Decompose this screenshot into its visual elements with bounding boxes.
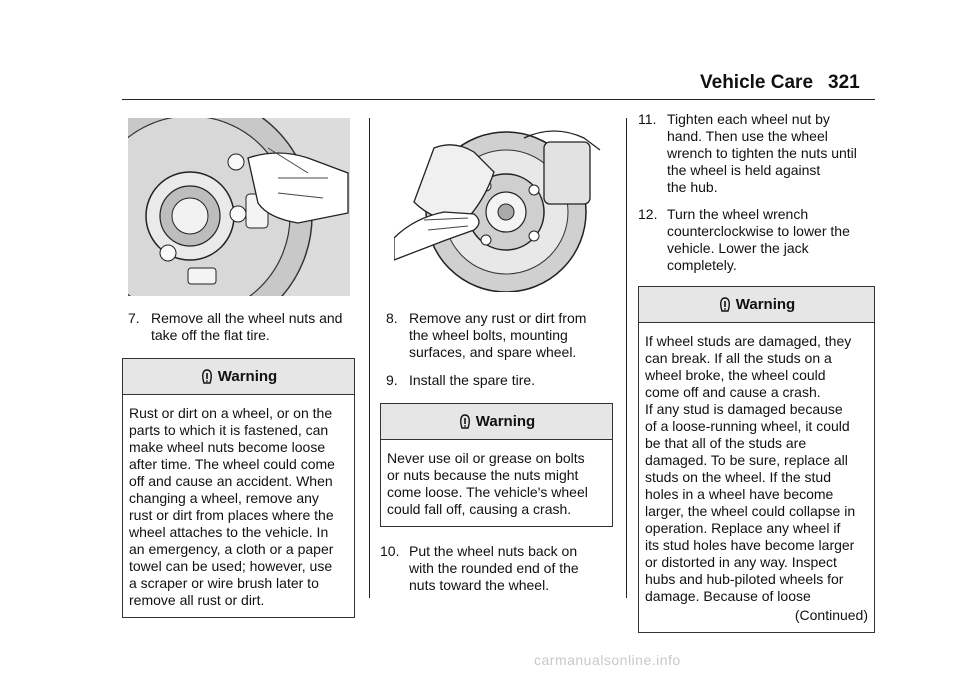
warning-box-1 bbox=[122, 358, 355, 618]
watermark: carmanualsonline.info bbox=[534, 652, 681, 668]
section-title: Vehicle Care bbox=[700, 72, 814, 93]
header-rule bbox=[122, 99, 875, 100]
warning-icon bbox=[200, 369, 214, 385]
step-8: 8. Remove any rust or dirt from the wheel bolts, mounting surfaces, and spare wheel. bbox=[386, 310, 587, 360]
warning-icon bbox=[458, 414, 472, 430]
column-divider-1 bbox=[369, 118, 370, 598]
column-2 bbox=[380, 118, 616, 594]
page-number: 321 bbox=[828, 72, 860, 93]
column-divider-2 bbox=[626, 118, 627, 598]
step-7: 7. Remove all the wheel nuts and take off the flat tire. bbox=[128, 310, 343, 343]
warning-header: Warning bbox=[639, 287, 874, 323]
step-9: 9. Install the spare tire. bbox=[386, 372, 536, 388]
step-10: 10. Put the wheel nuts back on with the rounded end of the nuts toward the wheel. bbox=[380, 543, 579, 593]
wheel-nut-removal-illustration bbox=[128, 118, 350, 296]
wheel-hub-cleaning-illustration bbox=[394, 120, 602, 292]
warning-header: Warning bbox=[381, 404, 612, 440]
warning-icon bbox=[718, 297, 732, 313]
warning-body: Rust or dirt on a wheel, or on the parts to which it is fastened, can make wheel nuts become loose after time. The wheel could come off and cause an accident. When changing a wheel, remove any rust or dirt from places where the wheel attaches to the vehicle. In an emergency, a cloth or a paper towel can be used; however, use a scraper or wire brush later to remove all rust or dirt. bbox=[129, 405, 335, 608]
warning-body: If wheel studs are damaged, they can break. If all the studs on a wheel broke, the wheel could come off and cause a crash. If any stud is damaged because of a loose-running wheel, it could be that all of the studs are damaged. To be sure, replace all studs on the wheel. If the stud holes in a wheel have become larger, the wheel could collapse in operation. Replace any wheel if its stud holes have become larger or distorted in any way. Inspect hubs and hub-piloted wheels for damage. Because of loose (Continued) bbox=[645, 333, 868, 623]
warning-box-2 bbox=[380, 403, 613, 527]
column-1 bbox=[122, 118, 358, 618]
warning-header: Warning bbox=[123, 359, 354, 395]
step-11: 11. Tighten each wheel nut by hand. Then use the wheel wrench to tighten the nuts until the wheel is held against the hub. bbox=[638, 111, 857, 195]
warning-box-3 bbox=[638, 286, 875, 633]
column-3 bbox=[638, 111, 875, 633]
continued-label: (Continued) bbox=[794, 607, 868, 623]
step-12: 12. Turn the wheel wrench counterclockwise to lower the vehicle. Lower the jack completely. bbox=[638, 206, 850, 273]
warning-body: Never use oil or grease on bolts or nuts because the nuts might come loose. The vehicle's wheel could fall off, causing a crash. bbox=[387, 450, 588, 517]
